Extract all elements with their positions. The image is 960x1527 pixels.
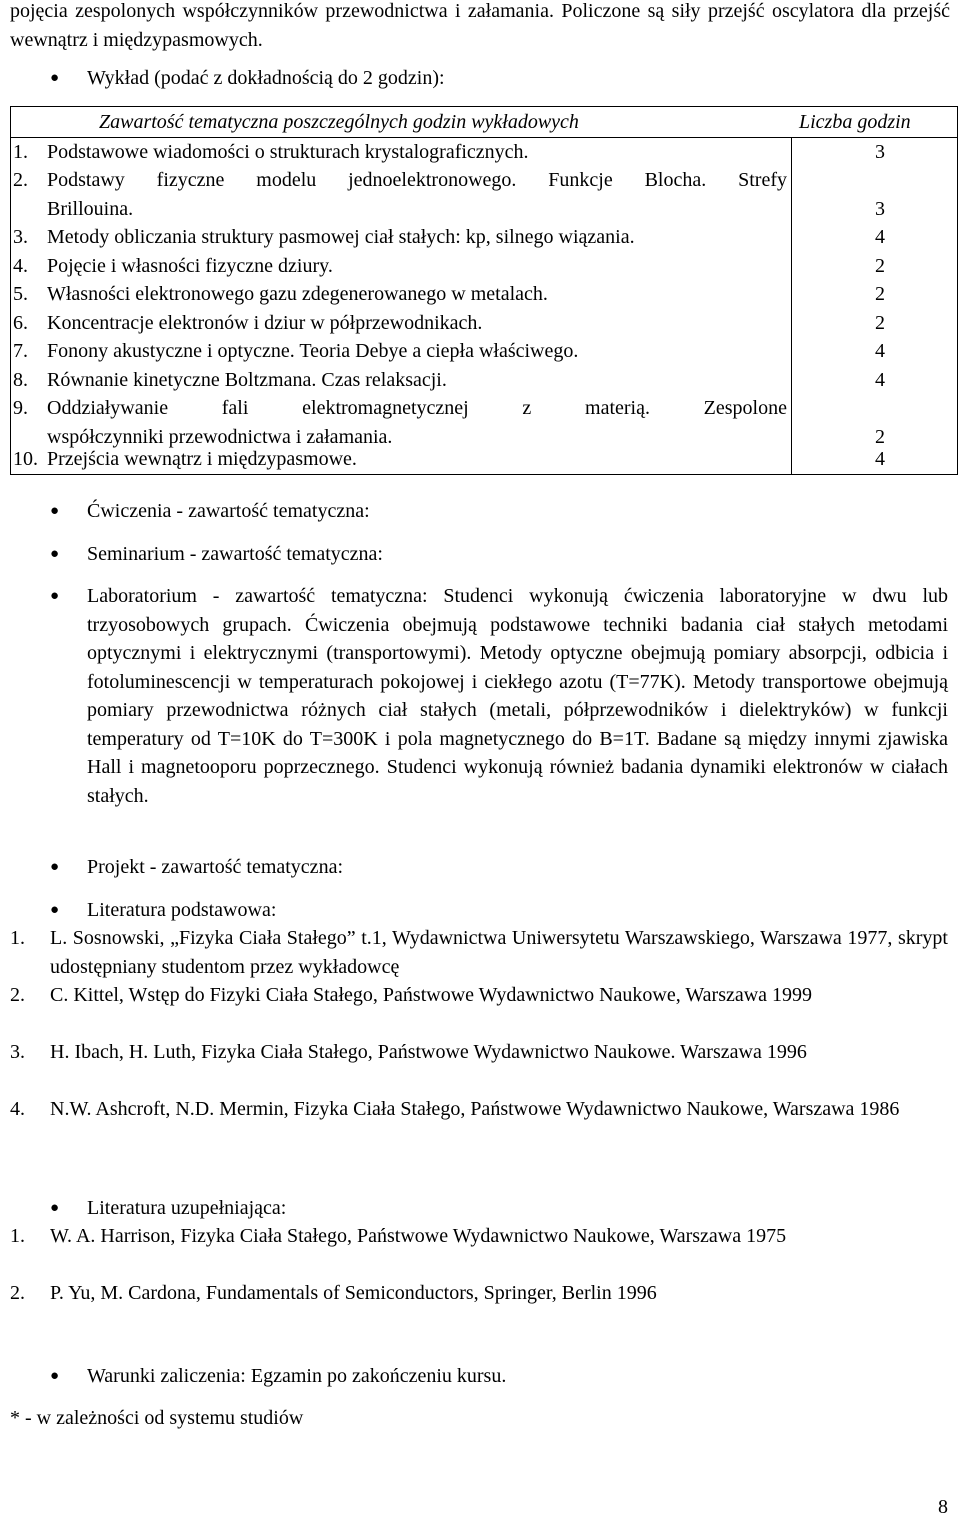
column-header-hours: Liczba godzin bbox=[799, 111, 911, 133]
bullet-icon: ● bbox=[50, 503, 60, 519]
bullet-icon: ● bbox=[50, 1200, 60, 1216]
row-topic: Własności elektronowego gazu zdegenerowanego w metalach. bbox=[47, 283, 548, 305]
exercises-heading: Ćwiczenia - zawartość tematyczna: bbox=[87, 500, 370, 522]
lecture-table bbox=[10, 106, 958, 475]
literature-text: P. Yu, M. Cardona, Fundamentals of Semiconductors, Springer, Berlin 1996 bbox=[50, 1282, 657, 1304]
bullet-icon: ● bbox=[50, 859, 60, 875]
bullet-icon: ● bbox=[50, 1368, 60, 1384]
literature-text: N.W. Ashcroft, N.D. Mermin, Fizyka Ciała Stałego, Państwowe Wydawnictwo Naukowe, Warszawa 1986 bbox=[50, 1098, 900, 1120]
row-hours: 2 bbox=[875, 426, 885, 448]
row-hours: 3 bbox=[875, 198, 885, 220]
row-topic: Równanie kinetyczne Boltzmana. Czas relaksacji. bbox=[47, 369, 447, 391]
row-number: 8. bbox=[13, 369, 28, 391]
row-topic: Pojęcie i własności fizyczne dziury. bbox=[47, 255, 333, 277]
row-number: 1. bbox=[13, 141, 28, 163]
row-hours: 4 bbox=[875, 448, 885, 470]
row-hours: 2 bbox=[875, 255, 885, 277]
row-number: 7. bbox=[13, 340, 28, 362]
row-topic-continued: Brillouina. bbox=[47, 198, 134, 220]
lecture-heading: Wykład (podać z dokładnością do 2 godzin): bbox=[87, 67, 445, 89]
literature-text: H. Ibach, H. Luth, Fizyka Ciała Stałego, Państwowe Wydawnictwo Naukowe. Warszawa 1996 bbox=[50, 1041, 807, 1063]
row-hours: 2 bbox=[875, 312, 885, 334]
project-heading: Projekt - zawartość tematyczna: bbox=[87, 856, 343, 878]
row-number: 3. bbox=[13, 226, 28, 248]
literature-extra-heading: Literatura uzupełniająca: bbox=[87, 1197, 287, 1219]
row-topic-continued: współczynniki przewodnictwa i załamania. bbox=[47, 426, 393, 448]
row-hours: 3 bbox=[875, 141, 885, 163]
row-topic: Przejścia wewnątrz i międzypasmowe. bbox=[47, 448, 357, 470]
row-hours: 4 bbox=[875, 226, 885, 248]
row-number: 6. bbox=[13, 312, 28, 334]
row-topic: Oddziaływanie fali elektromagnetycznej z materią. Zespolone bbox=[47, 397, 787, 419]
conditions-text: Warunki zaliczenia: Egzamin po zakończeniu kursu. bbox=[87, 1365, 507, 1387]
row-topic: Podstawowe wiadomości o strukturach krystalograficznych. bbox=[47, 141, 529, 163]
row-number: 5. bbox=[13, 283, 28, 305]
row-hours: 2 bbox=[875, 283, 885, 305]
row-topic: Fonony akustyczne i optyczne. Teoria Debye a ciepła właściwego. bbox=[47, 340, 579, 362]
literature-text: W. A. Harrison, Fizyka Ciała Stałego, Państwowe Wydawnictwo Naukowe, Warszawa 1975 bbox=[50, 1225, 787, 1247]
row-number: 2. bbox=[13, 169, 28, 191]
literature-text: L. Sosnowski, „Fizyka Ciała Stałego” t.1, Wydawnictwa Uniwersytetu Warszawskiego, Warszawa 1977, skrypt udostępniany studentom przez wykładowcę bbox=[50, 927, 948, 978]
literature-number: 4. bbox=[10, 1098, 25, 1120]
row-hours: 4 bbox=[875, 369, 885, 391]
laboratory-paragraph: Laboratorium - zawartość tematyczna: Studenci wykonują ćwiczenia laboratoryjne w dwu lub trzyosobowych grupach. Ćwiczenia obejmują podstawowe techniki badania ciał stałych metodami optycznymi i elektrycznymi (transportowymi). Metody optyczne obejmują pomiary absorpcji, odbicia i fotoluminescencji w temperaturach pokojowej i ciekłego azotu (T=77K). Metody transportowe obejmują pomiary przewodnictwa różnych ciał stałych (metali, półprzewodników i dielektryków) w funkcji temperatury od T=10K do T=300K i pola magnetycznego do B=1T. Badane są między innymi zjawiska Hall i magnetooporu poprzecznego. Studenci wykonują również badania dynamiki elektronów w ciałach stałych. bbox=[87, 585, 948, 807]
literature-number: 2. bbox=[10, 984, 25, 1006]
column-header-topic: Zawartość tematyczna poszczególnych godzin wykładowych bbox=[99, 111, 579, 133]
page-number: 8 bbox=[938, 1496, 948, 1518]
row-topic: Metody obliczania struktury pasmowej ciał stałych: kp, silnego wiązania. bbox=[47, 226, 635, 248]
footnote: * - w zależności od systemu studiów bbox=[10, 1407, 304, 1429]
literature-number: 1. bbox=[10, 927, 25, 949]
bullet-icon: ● bbox=[50, 70, 60, 86]
row-number: 10. bbox=[13, 448, 38, 470]
literature-basic-heading: Literatura podstawowa: bbox=[87, 899, 277, 921]
intro-paragraph: pojęcia zespolonych współczynników przewodnictwa i załamania. Policzone są siły przejść oscylatora dla przejść wewnątrz i międzypasmowych. bbox=[10, 0, 950, 51]
literature-number: 1. bbox=[10, 1225, 25, 1247]
literature-number: 3. bbox=[10, 1041, 25, 1063]
bullet-icon: ● bbox=[50, 546, 60, 562]
column-divider bbox=[791, 137, 792, 474]
row-number: 4. bbox=[13, 255, 28, 277]
row-number: 9. bbox=[13, 397, 28, 419]
seminar-heading: Seminarium - zawartość tematyczna: bbox=[87, 543, 383, 565]
row-topic: Podstawy fizyczne modelu jednoelektronowego. Funkcje Blocha. Strefy bbox=[47, 169, 787, 191]
bullet-icon: ● bbox=[50, 902, 60, 918]
literature-text: C. Kittel, Wstęp do Fizyki Ciała Stałego, Państwowe Wydawnictwo Naukowe, Warszawa 1999 bbox=[50, 984, 813, 1006]
row-hours: 4 bbox=[875, 340, 885, 362]
row-topic: Koncentracje elektronów i dziur w półprzewodnikach. bbox=[47, 312, 483, 334]
literature-number: 2. bbox=[10, 1282, 25, 1304]
bullet-icon: ● bbox=[50, 588, 60, 604]
